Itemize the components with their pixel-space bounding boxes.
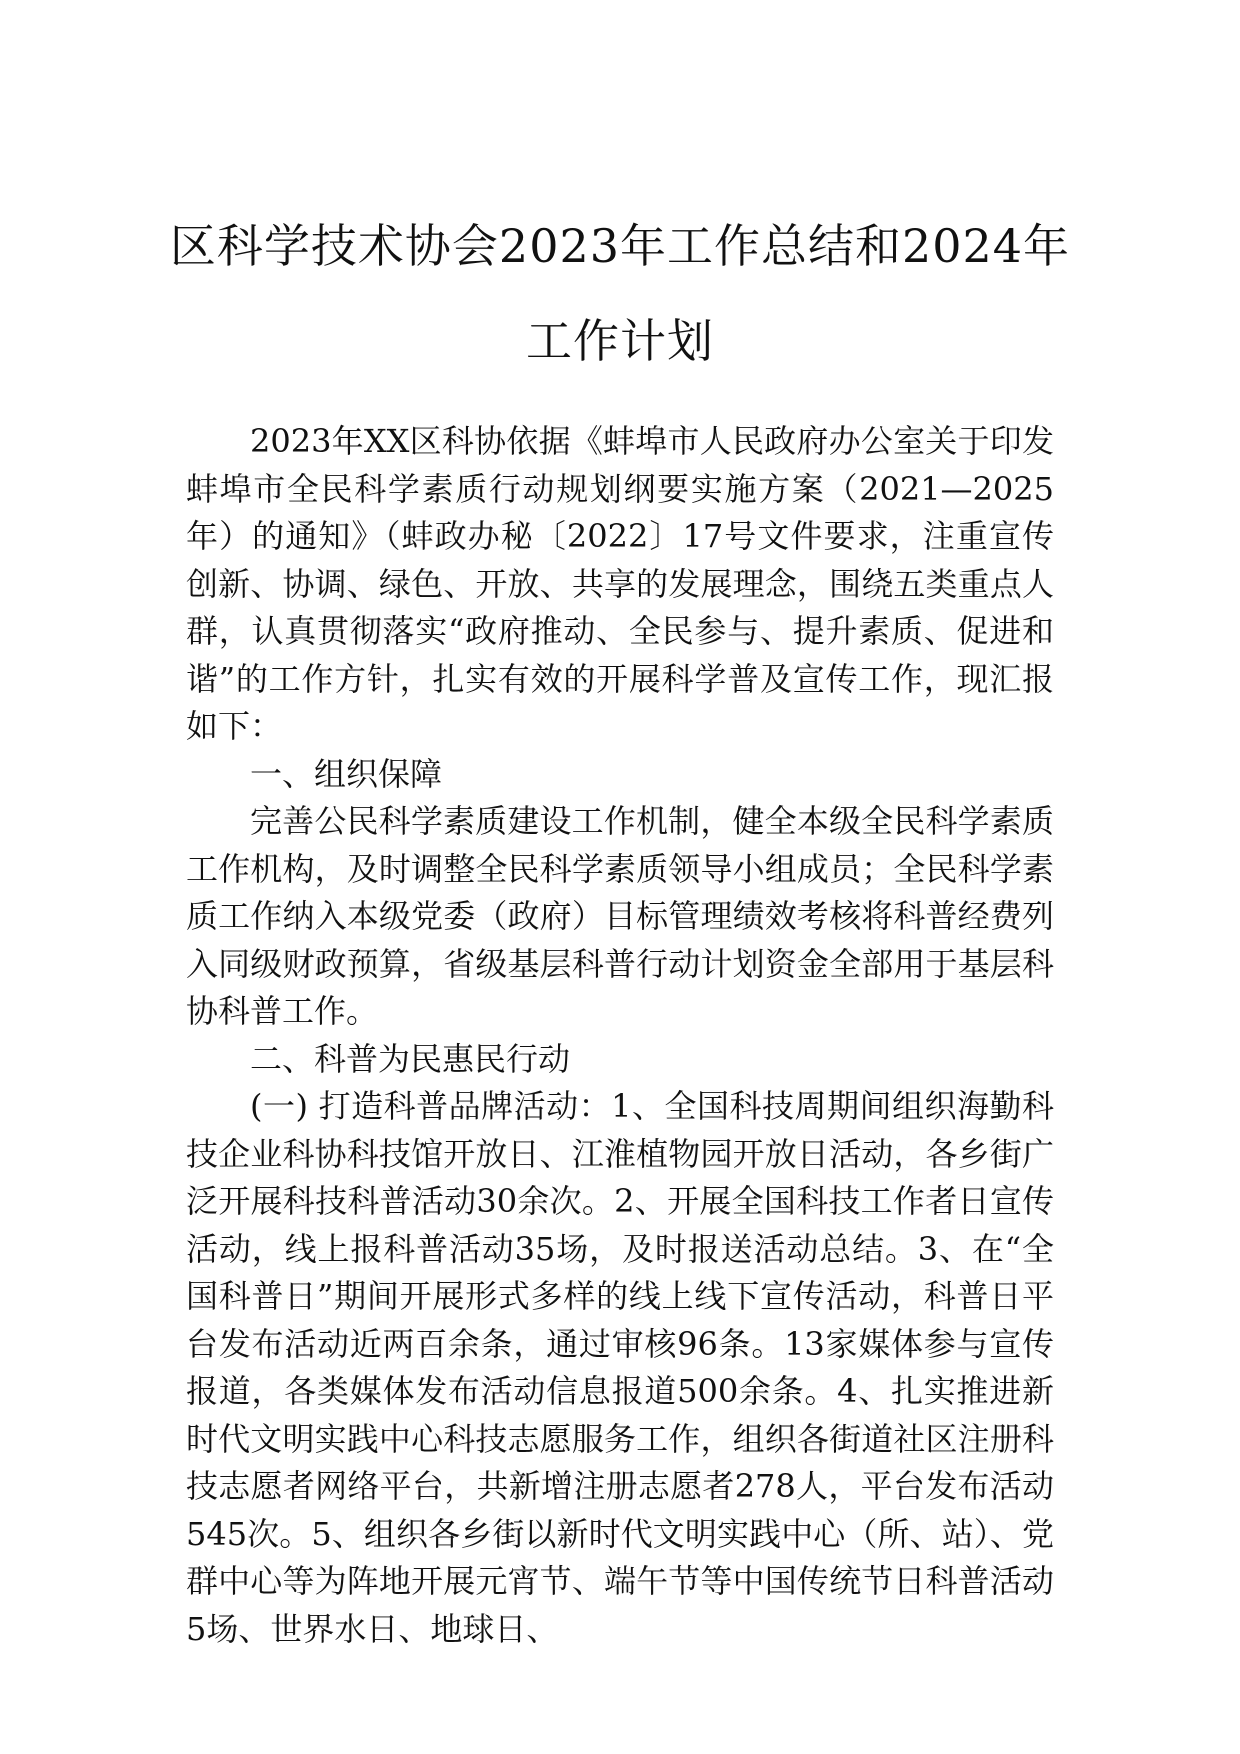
section-heading-organization: 一、组织保障 <box>250 754 443 793</box>
document-title-line-1: 区科学技术协会2023年工作总结和2024年 <box>169 219 1071 273</box>
document-title-line-2: 工作计划 <box>526 314 714 368</box>
document-body <box>186 418 1054 1653</box>
outreach-paragraph: (一) 打造科普品牌活动：1、全国科技周期间组织海勤科技企业科协科技馆开放日、江淮植物园开放日活动，各乡街广泛开展科技科普活动30余次。2、开展全国科技工作者日宣传活动，线上报科普活动35场，及时报送活动总结。3、在“全国科普日”期间开展形式多样的线上线下宣传活动，科普日平台发布活动近两百余条，通过审核96条。13家媒体参与宣传报道，各类媒体发布活动信息报道500余条。4、扎实推进新时代文明实践中心科技志愿服务工作，组织各街道社区注册科技志愿者网络平台，共新增注册志愿者278人，平台发布活动545次。5、组织各乡街以新时代文明实践中心（所、站）、党群中心等为阵地开展元宵节、端午节等中国传统节日科普活动5场、世界水日、地球日、 <box>186 1087 1054 1648</box>
section-heading-outreach: 二、科普为民惠民行动 <box>250 1039 571 1078</box>
intro-paragraph: 2023年XX区科协依据《蚌埠市人民政府办公室关于印发蚌埠市全民科学素质行动规划纲要实施方案（2021—2025年）的通知》（蚌政办秘〔2022〕17号文件要求，注重宣传创新、协调、绿色、开放、共享的发展理念，围绕五类重点人群，认真贯彻落实“政府推动、全民参与、提升素质、促进和谐”的工作方针，扎实有效的开展科学普及宣传工作，现汇报如下： <box>186 422 1054 745</box>
organization-paragraph: 完善公民科学素质建设工作机制，健全本级全民科学素质工作机构，及时调整全民科学素质领导小组成员；全民科学素质工作纳入本级党委（政府）目标管理绩效考核将科普经费列入同级财政预算，省级基层科普行动计划资金全部用于基层科协科普工作。 <box>186 802 1054 1030</box>
